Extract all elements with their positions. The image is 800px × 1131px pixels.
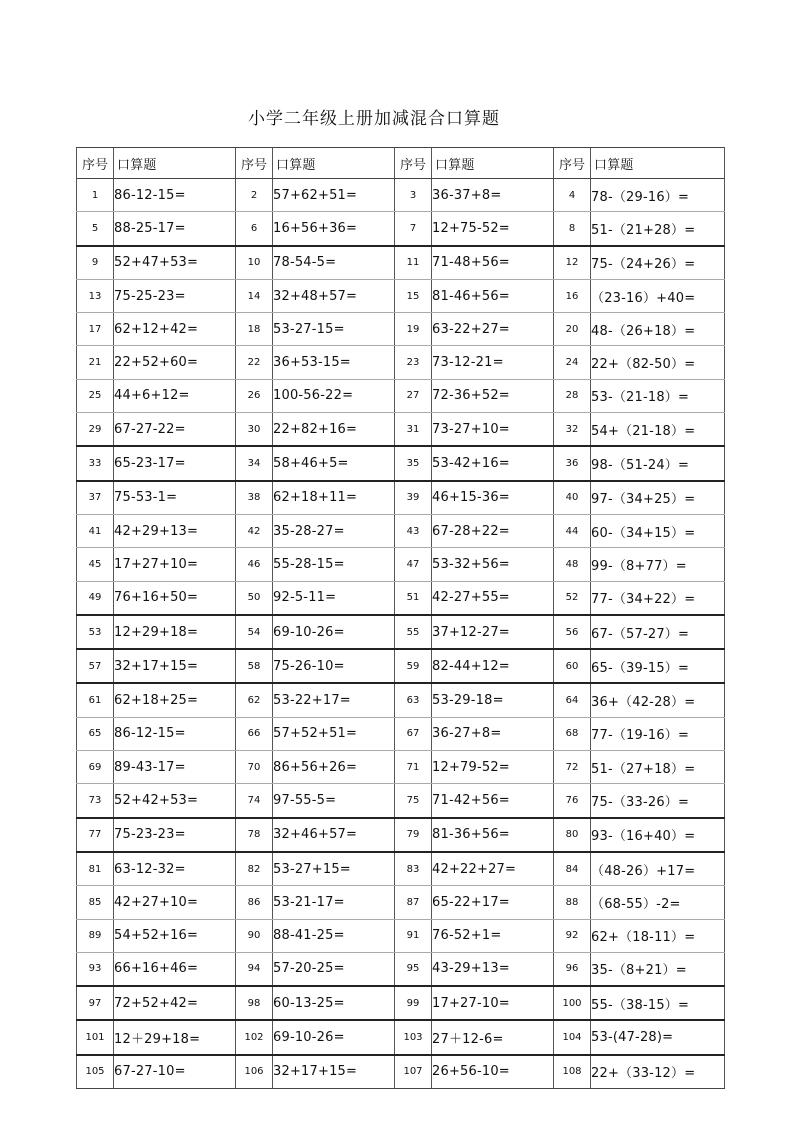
- problem-number: 94: [236, 952, 273, 986]
- problem-expression: 62+12+42=: [114, 313, 236, 346]
- problem-number: 60: [554, 649, 591, 683]
- problem-number: 50: [236, 581, 273, 615]
- problem-expression: 35-28-27=: [273, 514, 395, 547]
- problem-expression: 57+52+51=: [273, 717, 395, 750]
- problem-expression: 72+52+42=: [114, 986, 236, 1020]
- problem-expression: 67-27-10=: [114, 1055, 236, 1089]
- problem-expression: 52+47+53=: [114, 246, 236, 280]
- problem-number: 11: [395, 246, 432, 280]
- problem-expression: 72-36+52=: [432, 379, 554, 412]
- problem-number: 46: [236, 548, 273, 581]
- problem-expression: 36-37+8=: [432, 179, 554, 212]
- problem-number: 28: [554, 379, 591, 412]
- problem-number: 21: [77, 346, 114, 379]
- problem-expression: 12+79-52=: [432, 751, 554, 784]
- seq-header: 序号: [554, 148, 591, 179]
- problem-expression: 35-（8+21）=: [591, 952, 725, 986]
- problem-number: 42: [236, 514, 273, 547]
- seq-header: 序号: [236, 148, 273, 179]
- problem-number: 12: [554, 246, 591, 280]
- problem-expression: 55-28-15=: [273, 548, 395, 581]
- problem-number: 58: [236, 649, 273, 683]
- problem-expression: 98-（51-24）=: [591, 446, 725, 480]
- problem-expression: 48-（26+18）=: [591, 313, 725, 346]
- problem-number: 56: [554, 615, 591, 649]
- table-row: [77, 784, 725, 818]
- problem-expression: 75-（24+26）=: [591, 246, 725, 280]
- problem-number: 90: [236, 919, 273, 952]
- problem-number: 34: [236, 446, 273, 480]
- problem-expression: 71-48+56=: [432, 246, 554, 280]
- problem-number: 92: [554, 919, 591, 952]
- problem-number: 23: [395, 346, 432, 379]
- problem-expression: 51-（27+18）=: [591, 751, 725, 784]
- problem-expression: 75-25-23=: [114, 279, 236, 312]
- problem-expression: 53-22+17=: [273, 683, 395, 717]
- problem-number: 74: [236, 784, 273, 818]
- problem-number: 47: [395, 548, 432, 581]
- problem-expression: 46+15-36=: [432, 481, 554, 515]
- problem-number: 77: [77, 818, 114, 852]
- problem-number: 48: [554, 548, 591, 581]
- problem-expression: 54+（21-18）=: [591, 413, 725, 447]
- problem-expression: 78-（29-16）=: [591, 179, 725, 212]
- problem-number: 68: [554, 717, 591, 750]
- problem-number: 83: [395, 852, 432, 886]
- problem-expression: 88-25-17=: [114, 212, 236, 246]
- problem-expression: 32+17+15=: [273, 1055, 395, 1089]
- table-row: [77, 683, 725, 717]
- problem-expression: 53-（21-18）=: [591, 379, 725, 412]
- problem-expression: 75-26-10=: [273, 649, 395, 683]
- problem-number: 55: [395, 615, 432, 649]
- problem-number: 15: [395, 279, 432, 312]
- problem-expression: 36-27+8=: [432, 717, 554, 750]
- problem-number: 81: [77, 852, 114, 886]
- problem-expression: 12+29+18=: [114, 615, 236, 649]
- problem-expression: 36+（42-28）=: [591, 683, 725, 717]
- problem-expression: 58+46+5=: [273, 446, 395, 480]
- table-row: [77, 818, 725, 852]
- problem-expression: 65-23-17=: [114, 446, 236, 480]
- table-row: [77, 952, 725, 986]
- problem-number: 4: [554, 179, 591, 212]
- problem-expression: 99-（8+77）=: [591, 548, 725, 581]
- table-row: [77, 919, 725, 952]
- problem-header: 口算题: [432, 148, 554, 179]
- problem-expression: 63-12-32=: [114, 852, 236, 886]
- table-row: [77, 986, 725, 1020]
- problem-number: 38: [236, 481, 273, 515]
- table-header-row: [77, 148, 725, 179]
- problem-number: 98: [236, 986, 273, 1020]
- problem-number: 65: [77, 717, 114, 750]
- problem-number: 67: [395, 717, 432, 750]
- problem-expression: 32+48+57=: [273, 279, 395, 312]
- seq-header: 序号: [77, 148, 114, 179]
- page-title: 小学二年级上册加减混合口算题: [248, 109, 500, 129]
- problem-expression: 67-28+22=: [432, 514, 554, 547]
- problem-number: 43: [395, 514, 432, 547]
- table-row: [77, 379, 725, 412]
- problem-expression: 53-29-18=: [432, 683, 554, 717]
- problem-expression: 65-22+17=: [432, 886, 554, 919]
- problem-number: 1: [77, 179, 114, 212]
- seq-header: 序号: [395, 148, 432, 179]
- problem-expression: 97-（34+25）=: [591, 481, 725, 515]
- problem-expression: 57+62+51=: [273, 179, 395, 212]
- problem-number: 93: [77, 952, 114, 986]
- table-row: [77, 481, 725, 515]
- table-row: [77, 279, 725, 312]
- problem-number: 102: [236, 1020, 273, 1054]
- problem-number: 39: [395, 481, 432, 515]
- problem-expression: 44+6+12=: [114, 379, 236, 412]
- problem-expression: 53-42+16=: [432, 446, 554, 480]
- problem-expression: 22+82+16=: [273, 413, 395, 447]
- problem-expression: 42+29+13=: [114, 514, 236, 547]
- problem-expression: 62+18+25=: [114, 683, 236, 717]
- table-row: [77, 751, 725, 784]
- problem-number: 91: [395, 919, 432, 952]
- problem-number: 71: [395, 751, 432, 784]
- table-row: [77, 581, 725, 615]
- problem-expression: 60-13-25=: [273, 986, 395, 1020]
- table-row: [77, 313, 725, 346]
- problem-expression: 71-42+56=: [432, 784, 554, 818]
- problem-header: 口算题: [273, 148, 395, 179]
- problem-expression: 53-27-15=: [273, 313, 395, 346]
- table-row: [77, 649, 725, 683]
- problem-number: 80: [554, 818, 591, 852]
- table-row: [77, 413, 725, 447]
- problem-number: 63: [395, 683, 432, 717]
- problem-expression: 16+56+36=: [273, 212, 395, 246]
- problem-number: 16: [554, 279, 591, 312]
- problem-expression: 43-29+13=: [432, 952, 554, 986]
- problem-header: 口算题: [114, 148, 236, 179]
- problem-expression: 69-10-26=: [273, 615, 395, 649]
- problem-expression: 97-55-5=: [273, 784, 395, 818]
- problem-expression: 89-43-17=: [114, 751, 236, 784]
- problem-number: 59: [395, 649, 432, 683]
- problem-number: 6: [236, 212, 273, 246]
- problem-number: 22: [236, 346, 273, 379]
- problem-expression: 12＋29+18=: [114, 1020, 236, 1054]
- problem-expression: 73-12-21=: [432, 346, 554, 379]
- problem-number: 9: [77, 246, 114, 280]
- problem-expression: 60-（34+15）=: [591, 514, 725, 547]
- problem-expression: 54+52+16=: [114, 919, 236, 952]
- problem-expression: （23-16）+40=: [591, 279, 725, 312]
- problem-number: 86: [236, 886, 273, 919]
- problem-expression: 42+27+10=: [114, 886, 236, 919]
- problem-number: 101: [77, 1020, 114, 1054]
- problem-expression: 22+52+60=: [114, 346, 236, 379]
- problem-number: 103: [395, 1020, 432, 1054]
- problem-expression: 63-22+27=: [432, 313, 554, 346]
- problem-expression: 32+46+57=: [273, 818, 395, 852]
- table-row: [77, 548, 725, 581]
- problem-expression: 75-（33-26）=: [591, 784, 725, 818]
- problem-number: 24: [554, 346, 591, 379]
- problem-number: 61: [77, 683, 114, 717]
- problem-expression: 86+56+26=: [273, 751, 395, 784]
- problem-number: 5: [77, 212, 114, 246]
- problem-number: 26: [236, 379, 273, 412]
- problem-number: 53: [77, 615, 114, 649]
- table-row: [77, 852, 725, 886]
- problem-number: 95: [395, 952, 432, 986]
- problem-number: 37: [77, 481, 114, 515]
- problem-number: 87: [395, 886, 432, 919]
- problem-expression: 12+75-52=: [432, 212, 554, 246]
- problem-expression: 27＋12-6=: [432, 1020, 554, 1054]
- problem-number: 7: [395, 212, 432, 246]
- table-row: [77, 1055, 725, 1089]
- problem-number: 66: [236, 717, 273, 750]
- problem-expression: 65-（39-15）=: [591, 649, 725, 683]
- problem-number: 44: [554, 514, 591, 547]
- problem-number: 51: [395, 581, 432, 615]
- problem-number: 104: [554, 1020, 591, 1054]
- problem-expression: 82-44+12=: [432, 649, 554, 683]
- problem-number: 18: [236, 313, 273, 346]
- problem-number: 33: [77, 446, 114, 480]
- problem-expression: （68-55）-2=: [591, 886, 725, 919]
- problem-expression: 76-52+1=: [432, 919, 554, 952]
- problem-expression: 42+22+27=: [432, 852, 554, 886]
- problem-number: 2: [236, 179, 273, 212]
- problem-expression: 51-（21+28）=: [591, 212, 725, 246]
- problem-expression: 67-（57-27）=: [591, 615, 725, 649]
- problem-number: 105: [77, 1055, 114, 1089]
- problem-number: 82: [236, 852, 273, 886]
- problem-number: 8: [554, 212, 591, 246]
- problem-number: 14: [236, 279, 273, 312]
- problem-number: 70: [236, 751, 273, 784]
- problem-number: 49: [77, 581, 114, 615]
- problem-number: 17: [77, 313, 114, 346]
- problem-expression: 92-5-11=: [273, 581, 395, 615]
- problem-expression: 57-20-25=: [273, 952, 395, 986]
- problem-number: 108: [554, 1055, 591, 1089]
- problem-number: 30: [236, 413, 273, 447]
- problem-expression: 22+（33-12）=: [591, 1055, 725, 1089]
- problem-number: 79: [395, 818, 432, 852]
- problem-expression: 53-(47-28)=: [591, 1020, 725, 1054]
- problem-expression: 77-（34+22）=: [591, 581, 725, 615]
- table-row: [77, 346, 725, 379]
- table-row: [77, 246, 725, 280]
- problem-number: 27: [395, 379, 432, 412]
- problem-expression: 73-27+10=: [432, 413, 554, 447]
- problem-number: 32: [554, 413, 591, 447]
- problem-number: 57: [77, 649, 114, 683]
- problem-expression: 100-56-22=: [273, 379, 395, 412]
- problem-number: 10: [236, 246, 273, 280]
- problem-number: 107: [395, 1055, 432, 1089]
- table-row: [77, 514, 725, 547]
- table-row: [77, 212, 725, 246]
- problem-number: 64: [554, 683, 591, 717]
- problem-number: 69: [77, 751, 114, 784]
- problem-expression: （48-26）+17=: [591, 852, 725, 886]
- problem-number: 75: [395, 784, 432, 818]
- problem-expression: 76+16+50=: [114, 581, 236, 615]
- problem-expression: 62+18+11=: [273, 481, 395, 515]
- problem-number: 25: [77, 379, 114, 412]
- problem-number: 62: [236, 683, 273, 717]
- problem-expression: 32+17+15=: [114, 649, 236, 683]
- problem-expression: 81-36+56=: [432, 818, 554, 852]
- problem-number: 19: [395, 313, 432, 346]
- problem-header: 口算题: [591, 148, 725, 179]
- problem-number: 84: [554, 852, 591, 886]
- table-row: [77, 615, 725, 649]
- problem-number: 31: [395, 413, 432, 447]
- problem-number: 40: [554, 481, 591, 515]
- problem-number: 88: [554, 886, 591, 919]
- problem-expression: 17+27-10=: [432, 986, 554, 1020]
- problem-expression: 37+12-27=: [432, 615, 554, 649]
- problem-number: 52: [554, 581, 591, 615]
- problem-expression: 69-10-26=: [273, 1020, 395, 1054]
- problem-number: 35: [395, 446, 432, 480]
- problem-expression: 53-21-17=: [273, 886, 395, 919]
- problem-number: 89: [77, 919, 114, 952]
- problem-expression: 52+42+53=: [114, 784, 236, 818]
- problem-expression: 75-53-1=: [114, 481, 236, 515]
- problem-number: 45: [77, 548, 114, 581]
- problem-number: 85: [77, 886, 114, 919]
- problem-expression: 75-23-23=: [114, 818, 236, 852]
- problem-number: 3: [395, 179, 432, 212]
- arithmetic-table: [76, 147, 725, 1089]
- problem-expression: 55-（38-15）=: [591, 986, 725, 1020]
- problem-expression: 86-12-15=: [114, 717, 236, 750]
- table-row: [77, 179, 725, 212]
- problem-expression: 77-（19-16）=: [591, 717, 725, 750]
- problem-expression: 88-41-25=: [273, 919, 395, 952]
- problem-expression: 81-46+56=: [432, 279, 554, 312]
- problem-number: 78: [236, 818, 273, 852]
- table-row: [77, 1020, 725, 1054]
- problem-expression: 66+16+46=: [114, 952, 236, 986]
- problem-number: 99: [395, 986, 432, 1020]
- problem-number: 73: [77, 784, 114, 818]
- problem-number: 20: [554, 313, 591, 346]
- problem-expression: 26+56-10=: [432, 1055, 554, 1089]
- problem-number: 76: [554, 784, 591, 818]
- problem-expression: 22+（82-50）=: [591, 346, 725, 379]
- problem-expression: 42-27+55=: [432, 581, 554, 615]
- problem-number: 13: [77, 279, 114, 312]
- problem-number: 54: [236, 615, 273, 649]
- problem-expression: 67-27-22=: [114, 413, 236, 447]
- problem-expression: 62+（18-11）=: [591, 919, 725, 952]
- problem-number: 72: [554, 751, 591, 784]
- problem-number: 106: [236, 1055, 273, 1089]
- table-row: [77, 717, 725, 750]
- problem-number: 36: [554, 446, 591, 480]
- problem-number: 97: [77, 986, 114, 1020]
- problem-expression: 17+27+10=: [114, 548, 236, 581]
- table-row: [77, 886, 725, 919]
- problem-expression: 86-12-15=: [114, 179, 236, 212]
- problem-expression: 53-32+56=: [432, 548, 554, 581]
- problem-expression: 93-（16+40）=: [591, 818, 725, 852]
- table-row: [77, 446, 725, 480]
- problem-number: 29: [77, 413, 114, 447]
- problem-number: 96: [554, 952, 591, 986]
- problem-expression: 53-27+15=: [273, 852, 395, 886]
- problem-expression: 78-54-5=: [273, 246, 395, 280]
- problem-number: 41: [77, 514, 114, 547]
- problem-expression: 36+53-15=: [273, 346, 395, 379]
- problem-number: 100: [554, 986, 591, 1020]
